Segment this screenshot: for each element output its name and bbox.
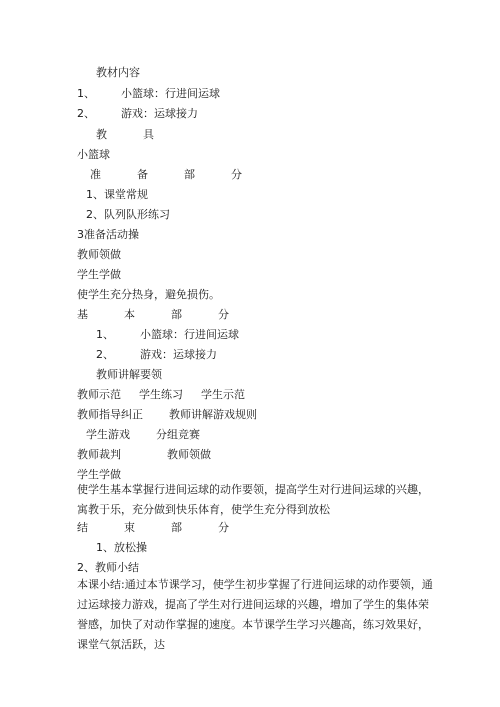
heading-basic-char: 本 xyxy=(124,308,135,321)
heading-teaching-content: 教材内容 xyxy=(96,66,140,79)
text-line: 教师讲解要领 xyxy=(96,368,162,381)
text-line xyxy=(77,448,211,462)
heading-prep-char: 准 xyxy=(90,168,101,181)
prep-item-1: 1、课堂常规 xyxy=(86,188,148,201)
content-item-1-text: 小篮球：行进间运球 xyxy=(121,87,220,100)
text-segment: 教师示范 xyxy=(77,388,121,401)
text-segment: 学生游戏 xyxy=(86,428,130,441)
text-line: 使学生充分热身，避免损伤。 xyxy=(77,288,220,301)
paragraph-basic-goal: 使学生基本掌握行进间运球的动作要领，提高学生对行进间运球的兴趣，寓教于乐，充分做到快乐体育，使学生充分得到放松 xyxy=(77,483,429,516)
text-segment: 教师裁判 xyxy=(77,448,121,461)
heading-basic-char: 分 xyxy=(218,308,229,321)
heading-ending-char: 结 xyxy=(77,521,88,534)
text-line xyxy=(86,428,200,442)
ending-item-2: 2、教师小结 xyxy=(77,561,139,574)
content-item-1-num: 1、 xyxy=(77,87,95,100)
heading-basic-part xyxy=(77,308,229,322)
paragraph-summary: 本课小结:通过本节课学习，使学生初步掌握了行进间运球的动作要领，通过运球接力游戏，提高了学生对行进间运球的兴趣，增加了学生的集体荣誉感，加快了对动作掌握的速度。本节课学生学习兴趣高，练习效果好，课堂气氛活跃，达 xyxy=(77,578,433,651)
heading-ending-part xyxy=(77,521,229,535)
basic-item-2-text: 游戏：运球接力 xyxy=(140,348,217,361)
text-line: 学生学做 xyxy=(77,468,121,481)
text-line: 学生学做 xyxy=(77,268,121,281)
text-line xyxy=(77,408,257,422)
text-segment: 学生示范 xyxy=(201,388,245,401)
heading-prep-char: 备 xyxy=(137,168,148,181)
ending-item-1: 1、放松操 xyxy=(96,541,147,554)
heading-basic-char: 部 xyxy=(171,308,182,321)
heading-preparation-part xyxy=(90,168,242,182)
heading-equipment-char: 教 xyxy=(96,128,107,141)
content-item-2-num: 2、 xyxy=(77,107,95,120)
heading-ending-char: 分 xyxy=(218,521,229,534)
basic-item-1 xyxy=(96,328,239,342)
basic-item-1-num: 1、 xyxy=(96,328,114,341)
text-segment: 教师讲解游戏规则 xyxy=(169,408,257,421)
basic-item-1-text: 小篮球：行进间运球 xyxy=(140,328,239,341)
heading-ending-char: 束 xyxy=(124,521,135,534)
heading-ending-char: 部 xyxy=(171,521,182,534)
content-item-2-text: 游戏：运球接力 xyxy=(121,107,198,120)
prep-item-2: 2、队列队形练习 xyxy=(86,208,170,221)
content-item-2 xyxy=(77,107,198,121)
content-item-1 xyxy=(77,87,220,101)
text-line: 教师领做 xyxy=(77,248,121,261)
text-segment: 教师领做 xyxy=(167,448,211,461)
text-segment: 分组竞赛 xyxy=(156,428,200,441)
text-segment: 学生练习 xyxy=(139,388,183,401)
heading-equipment-char: 具 xyxy=(143,128,154,141)
heading-prep-char: 部 xyxy=(184,168,195,181)
basic-item-2-num: 2、 xyxy=(96,348,114,361)
heading-prep-char: 分 xyxy=(231,168,242,181)
heading-basic-char: 基 xyxy=(77,308,88,321)
basic-item-2 xyxy=(96,348,217,362)
heading-equipment xyxy=(96,128,154,142)
text-line xyxy=(77,388,245,402)
text-segment: 教师指导纠正 xyxy=(77,408,143,421)
prep-item-3: 3准备活动操 xyxy=(77,228,139,241)
equipment-item: 小篮球 xyxy=(77,148,110,161)
